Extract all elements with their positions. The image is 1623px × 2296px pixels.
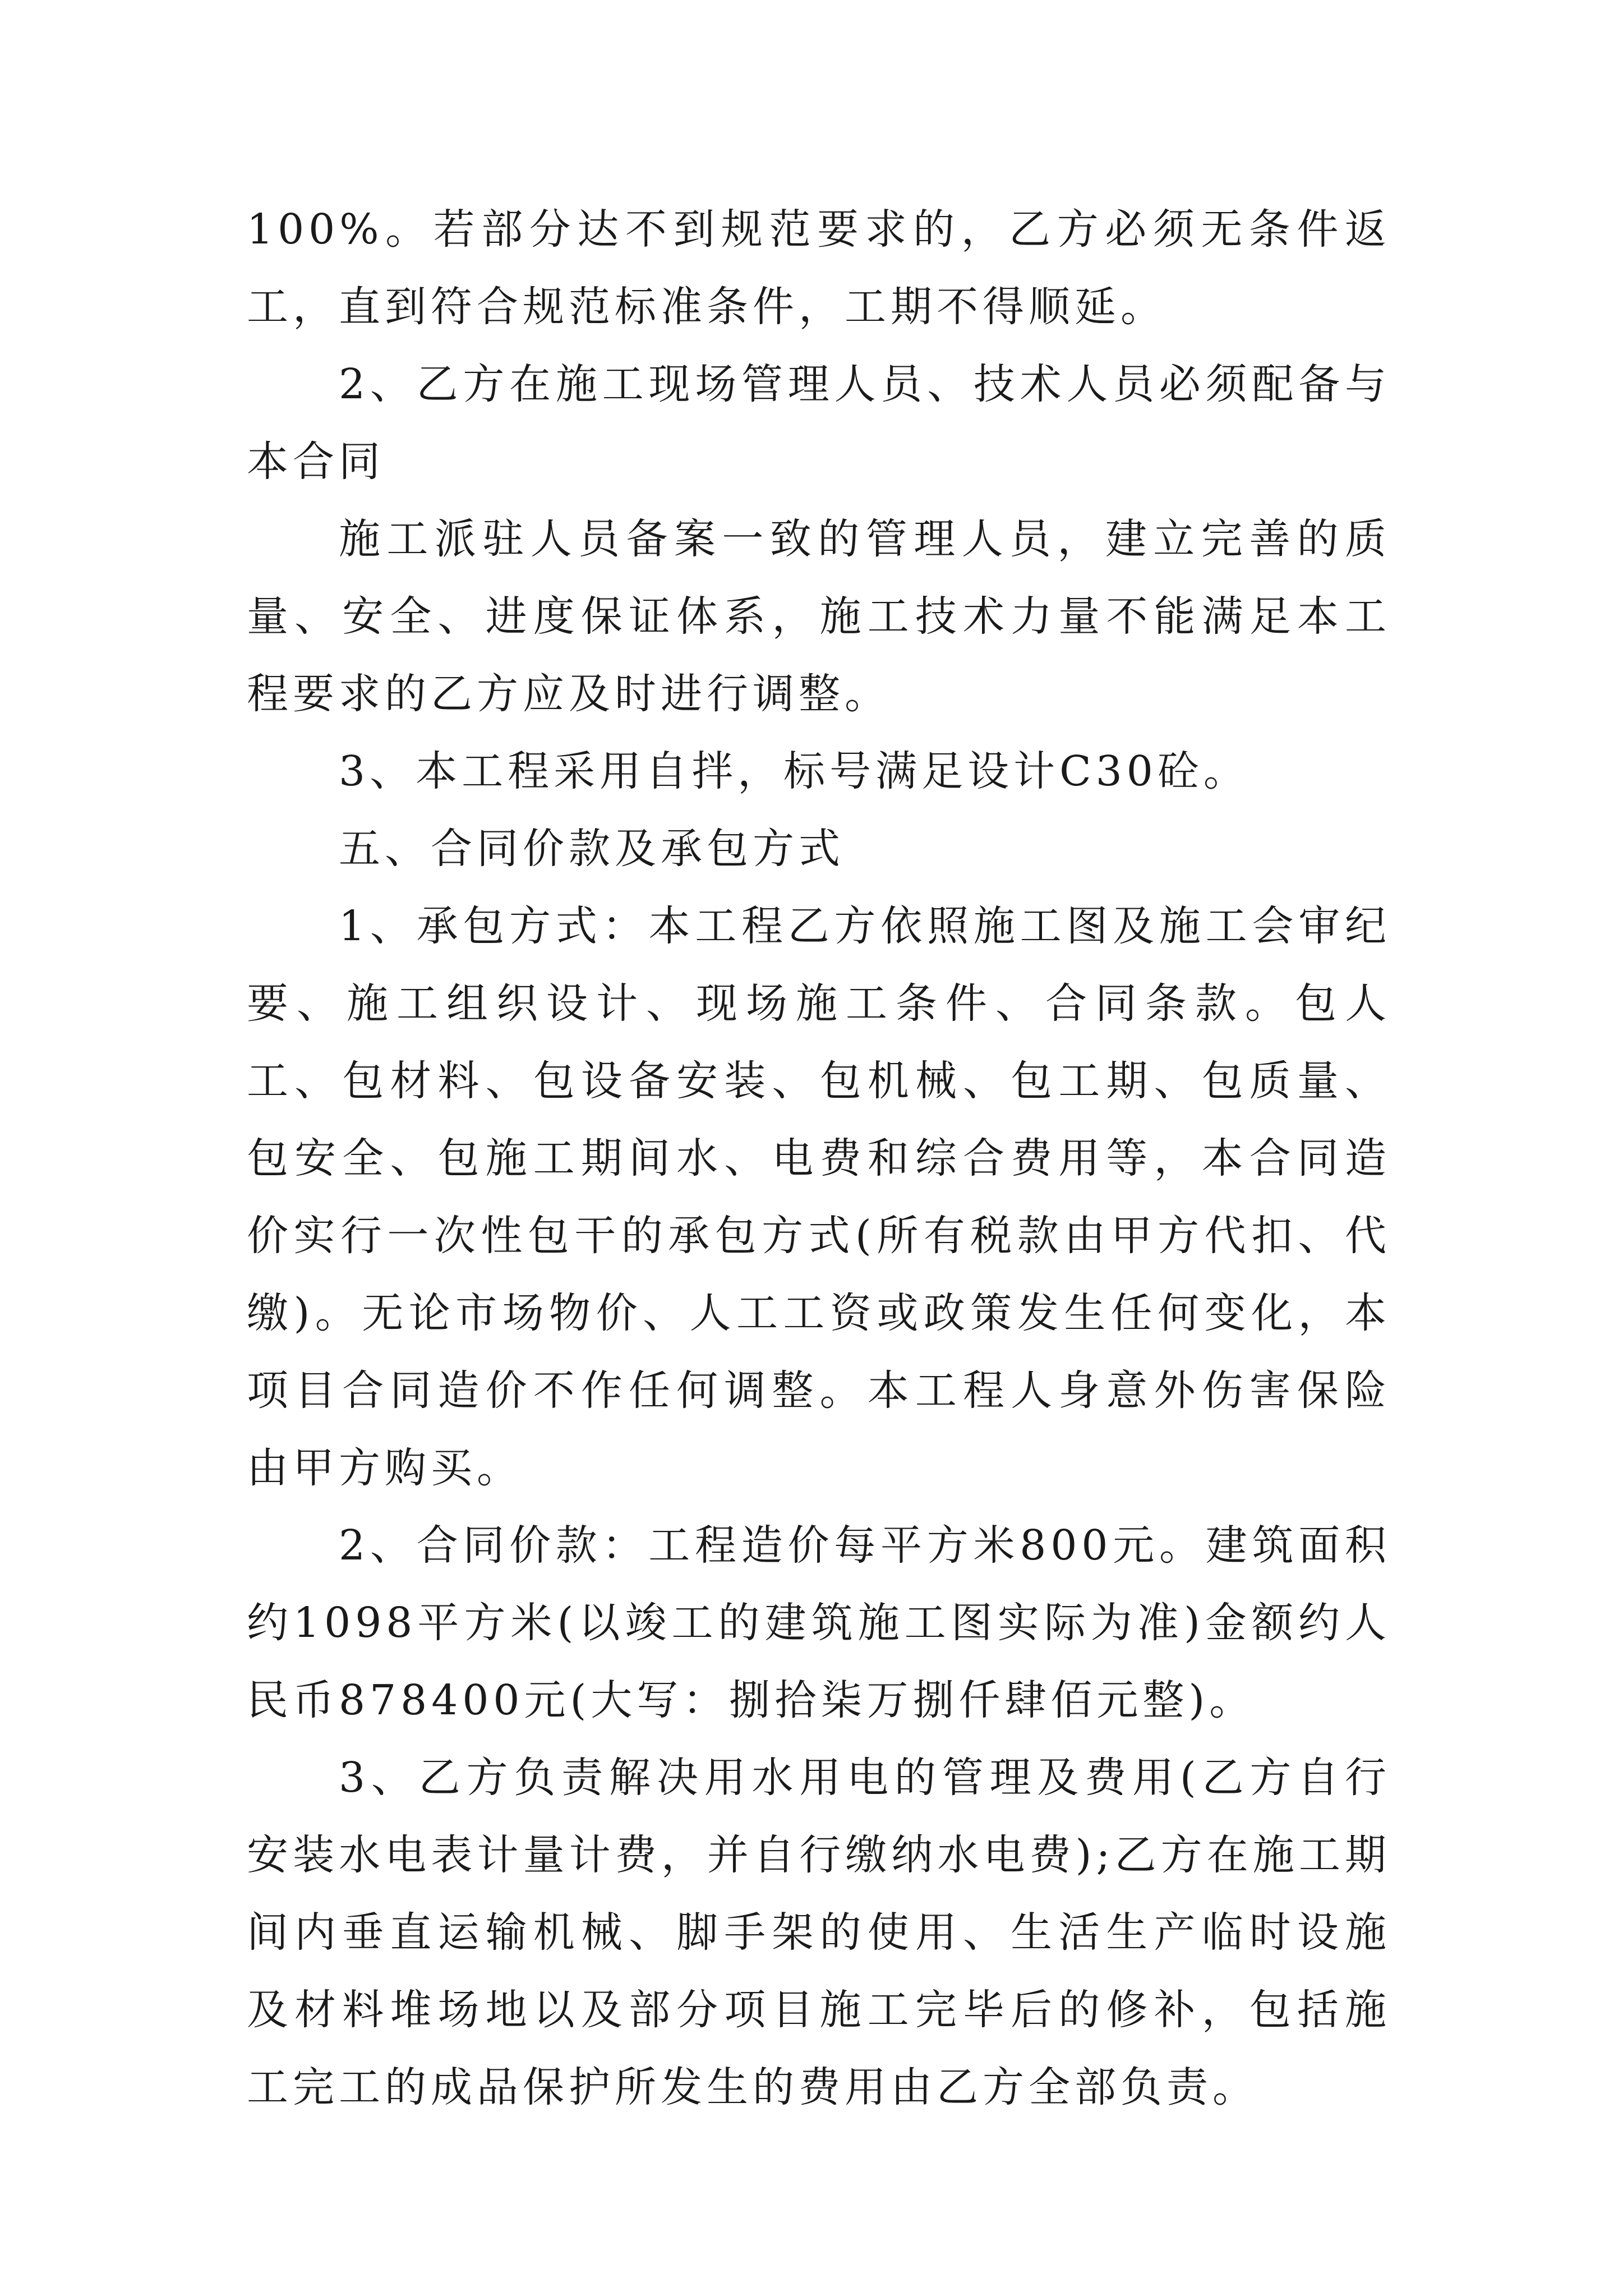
paragraph-utilities-costs: 3、乙方负责解决用水用电的管理及费用(乙方自行安装水电表计量计费，并自行缴纳水电费);乙方在施工期间内垂直运输机械、脚手架的使用、生活生产临时设施及材料堆场地以及部分项目施工完毕后的修补，包括施工完工的成品保护所发生的费用由乙方全部负责。 (247, 1754, 1391, 2111)
section-heading-price-method: 五、合同价款及承包方式 (339, 825, 845, 873)
document-body (247, 191, 1391, 2126)
paragraph-quality-rework: 100%。若部分达不到规范要求的，乙方必须无条件返工，直到符合规范标准条件，工期不得顺延。 (247, 205, 1391, 331)
paragraph-contract-price: 2、合同价款：工程造价每平方米800元。建筑面积约1098平方米(以竣工的建筑施工图实际为准)金额约人民币878400元(大写：捌拾柒万捌仟肆佰元整)。 (247, 1521, 1391, 1724)
paragraph-contract-method: 1、承包方式：本工程乙方依照施工图及施工会审纪要、施工组织设计、现场施工条件、合同条款。包人工、包材料、包设备安装、包机械、包工期、包质量、包安全、包施工期间水、电费和综合费用等，本合同造价实行一次性包干的承包方式(所有税款由甲方代扣、代缴)。无论市场物价、人工工资或政策发生任何变化，本项目合同造价不作任何调整。本工程人身意外伤害保险由甲方购买。 (247, 902, 1391, 1492)
paragraph-staff-filing: 施工派驻人员备案一致的管理人员，建立完善的质量、安全、进度保证体系，施工技术力量不能满足本工程要求的乙方应及时进行调整。 (247, 515, 1391, 718)
paragraph-clause-2-staff: 2、乙方在施工现场管理人员、技术人员必须配备与本合同 (247, 360, 1391, 486)
paragraph-clause-3-concrete: 3、本工程采用自拌，标号满足设计C30砼。 (339, 747, 1249, 795)
